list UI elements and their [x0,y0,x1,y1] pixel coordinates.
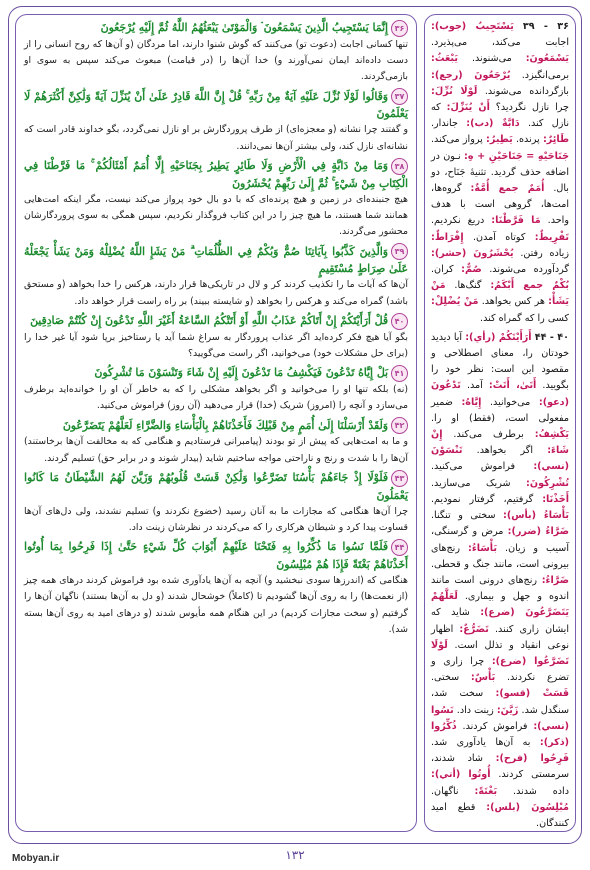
verse-arabic-text: إِنَّمَا يَسْتَجِيبُ الَّذِينَ يَسْمَعُونَ ۘ وَالْمَوْتَىٰ يَبْعَثُهُمُ اللَّهُ ثُمَّ إِلَيْهِ يُرْجَعُونَ [100,21,388,34]
glossary-term: طَائِرٌ: [542,134,569,146]
glossary-term: يُرْجَعُونَ (رجع): [431,69,511,81]
verse-block [24,538,408,638]
glossary-term: تَضَرُّعٌ: [459,623,489,635]
glossary-term: دَابَّةٌ (دب): [466,118,520,130]
verse-block [24,364,408,414]
verse-translation: بگو آیا هیچ فکر کرده‌اید اگر عذاب پروردگار به سراغ شما آید یا رستاخیز برپا شود آیا غیر خدا را (برای حل مشکلات خود) می‌خوانید، اگر راست می‌گویید؟ [24,331,408,359]
glossary-section [431,19,569,327]
glossary-term: يُحْشَرُونَ (حشر): [431,247,514,259]
glossary-definition: دریغ نکردیم. [431,215,485,227]
verse-translation: و گفتند چرا نشانه (و معجزه‌ای) از طرف پروردگارش بر او نازل نمی‌گردد، بگو خداوند قادر است که نشانه‌ای نازل کند، ولی بیشتر آن‌ها نمی‌دانند. [24,124,408,152]
verse-number-badge: ۳۸ [391,158,408,175]
glossary-definition: برمی‌انگیزد. [521,69,569,81]
verse-block [24,19,408,86]
glossary-term: أَرَأَيْتَكُمْ (رأي): [465,331,532,343]
glossary-definition: آمد. [466,380,483,392]
glossary-term: يَطِيرُ: [486,134,513,146]
verse-arabic-text: وَالَّذِينَ كَذَّبُوا بِآيَاتِنَا صُمٌّ وَبُكْمٌ فِي الظُّلُمَاتِ ۗ مَنْ يَشَإِ اللَّهُ يُضْلِلْهُ وَمَنْ يَشَأْ يَجْعَلْهُ عَلَىٰ صِرَاطٍ مُسْتَقِيمٍ [24,244,408,276]
glossary-definition: چرا زاری و تضرع نکردند. [431,655,569,684]
verse-block [24,88,408,155]
glossary-definition: زیاده رفتن. [520,247,569,259]
glossary-definition: کسی را که گمراه کند. [480,312,569,324]
verse-arabic-text: فَلَوْلَا إِذْ جَاءَهُمْ بَأْسُنَا تَضَرَّعُوا وَلَٰكِنْ قَسَتْ قُلُوبُهُمْ وَزَيَّنَ لَهُمُ الشَّيْطَانُ مَا كَانُوا يَعْمَلُونَ [24,471,408,502]
verse-block [24,312,408,362]
verse-arabic-text: وَلَقَدْ أَرْسَلْنَا إِلَىٰ أُمَمٍ مِنْ قَبْلِكَ فَأَخَذْنَاهُمْ بِالْبَأْسَاءِ وَالضَّرَّاءِ لَعَلَّهُمْ يَتَضَرَّعُونَ [62,418,388,432]
verse-number-badge: ۴۳ [391,470,408,487]
glossary-definition: هر کس بخواهد. [481,296,545,308]
verse-block [24,469,408,536]
verse-arabic [24,157,408,192]
glossary-definition: اگر بخواهد. [476,445,534,457]
glossary-definition: پرواز می‌کند. [431,134,483,146]
glossary-definition: ضمیر مفعولی است، (فقط) او را. [431,396,569,424]
verse-number-badge: ۴۱ [391,365,408,382]
glossary-term: أَتَىٰ، أَتَتْ: [488,380,537,392]
glossary-definition: رنج‌های درونی است مانند اندوه و جهل و بیماری. [431,574,569,603]
glossary-definition: نـون در اضافه حذف گردید. تثنیهٔ جَنَاح، دو بال. [431,150,569,195]
glossary-definition: زینت داد. [456,704,494,716]
glossary-term: ذُكِّرُوا (ذكر): [431,720,569,748]
glossary-section [431,330,569,832]
verse-arabic-text: وَقَالُوا لَوْلَا نُزِّلَ عَلَيْهِ آيَةٌ مِنْ رَبِّهِ ۚ قُلْ إِنَّ اللَّهَ قَادِرٌ عَلَىٰ أَنْ يُنَزِّلَ آيَةً وَلَٰكِنَّ أَكْثَرَهُمْ لَا يَعْلَمُونَ [24,89,408,121]
verse-arabic-text: بَلْ إِيَّاهُ تَدْعُونَ فَيَكْشِفُ مَا تَدْعُونَ إِلَيْهِ إِنْ شَاءَ وَتَنْسَوْنَ مَا تُشْرِكُونَ [94,366,388,380]
glossary-definition: که نازل کند. [431,102,569,130]
glossary-term: ضَرَّاءُ (ضرر): [507,526,569,538]
glossary-definition: گروه‌ها، امت‌ها، گروهی است با هدف واحد. [431,183,569,227]
glossary-term: بُكْمٌ جمع أَبْكَمُ: [490,280,569,292]
page-number: ۱۳۲ [285,848,305,862]
glossary-definition: شریک می‌سازید. [431,477,511,489]
glossary-definition: قطع امید کنندگان. [431,801,569,829]
verse-translation: چرا آن‌ها هنگامی که مجازات ما به آنان رسید (خضوع نکردند و) تسلیم نشدند، ولی دل‌های آن‌ها قساوت پیدا کرد و شیطان هرکاری را که می‌کردند در نظرشان زینت داد. [24,505,408,533]
verse-translation: و ما به امت‌هایی که پیش از تو بودند (پیامبرانی فرستادیم و هنگامی که به مخالفت آن‌ها برخاستند) آن‌ها را با شدت و رنج و ناراحتی مواجه ساختیم شاید (بیدار شوند و در برابر حق) تسلیم گردند. [24,436,408,464]
verse-block [24,417,408,467]
verse-translation: تنها کسانی اجابت (دعوت تو) می‌کنند که گوش شنوا دارند، اما مردگان (و آن‌ها که روح انسانی را از دست داده‌اند ایمان نمی‌آورند و) خدا آن‌ها را (در قیامت) مبعوث می‌کند سپس به سوی او بازمی‌گردند. [24,38,408,83]
verse-translation: هنگامی که (اندرزها سودی نبخشید و) آنچه به آن‌ها یادآوری شده بود فراموش کردند درهای همه چیز (از نعمت‌ها) را به روی آن‌ها گشودیم تا (کاملاً) خوشحال شدند (و دل به آن‌ها بستند) ناگهان آن‌ها را گرفتیم (و سخت مجازات کردیم) در این هنگام همه مأیوس شدند (و درهای امید به روی آن‌ها بسته شد). [24,574,408,636]
glossary-term: بَأْسَاءُ (بأس): [502,510,569,522]
verse-arabic [24,88,408,123]
verse-number-badge: ۴۴ [391,539,408,556]
glossary-definition: گنگ‌ها. [454,280,482,292]
glossary-definition: می‌خوانید. [489,396,531,408]
glossary-definition: برطرف می‌کند. [453,429,524,441]
glossary-term: إِنْ شَاءَ: [431,429,569,457]
glossary-term: أُمَمٌ جمع أُمَّةٌ: [470,183,545,195]
glossary-term: لَوْلَا تَضَرَّعُوا (ضرع): [431,639,569,667]
glossary-definition: شاد شدند، سرمستی کردند. [431,753,569,781]
glossary-definition: به آن‌ها یادآوری شد. [431,736,531,748]
glossary-definition: داده شدند. [513,785,569,797]
verse-arabic [24,469,408,504]
verse-arabic [24,538,408,573]
glossary-definition: کوتاه آمدن. [473,231,526,243]
glossary-term: جَنَاحَيْهِ = جَنَاحَيْنِ + هِ: [464,150,569,162]
glossary-definition: شاید که ایشان زاری کنند. [431,607,569,635]
glossary-term: يَسْتَجِيبُ (جوب): [431,21,514,32]
glossary-term: أَنْ يُنَزِّلَ: [446,102,490,114]
glossary-definition: پرنده. [515,134,540,146]
glossary-term: بَأْسٌ: [470,672,496,684]
glossary-column [424,14,576,832]
verse-arabic-text: فَلَمَّا نَسُوا مَا ذُكِّرُوا بِهِ فَتَحْنَا عَلَيْهِمْ أَبْوَابَ كُلِّ شَيْءٍ حَتَّىٰ إِذَا فَرِحُوا بِمَا أُوتُوا أَخَذْنَاهُمْ بَغْتَةً فَإِذَا هُمْ مُبْلِسُونَ [24,540,408,571]
glossary-term: تَدْعُونَ (دعو): [431,380,569,408]
glossary-range-heading: ۴۰ - ۴۴ [534,331,569,343]
glossary-term: مَا فَرَّطْنَا: [491,215,541,227]
glossary-definition: چرا نازل نگردید؟ [495,102,569,114]
glossary-term: صُمٌّ: [461,264,482,276]
glossary-term: بَغْتَةً: [474,785,498,797]
glossary-term: لَوْلَا نُزِّلَ: [431,85,478,97]
glossary-term: قَسَتْ (قسو): [495,688,569,700]
glossary-term: تُشْرِكُونَ: [526,477,569,489]
verse-translation: آن‌ها که آیات ما را تکذیب کردند کر و لال در تاریکی‌ها قرار دارند، هرکس را خدا بخواهد (و مستحق باشد) گمراه می‌کند و هرکس را بخواهد (و شایسته ببیند) بر راه راست قرار خواهد داد. [24,279,408,307]
verse-arabic [24,417,408,435]
glossary-term: يَبْعَثُ: [431,53,458,65]
glossary-term: تَنْسَوْنَ (نسي): [431,445,569,473]
glossary-term: أُوتُوا (أتي): [431,769,491,781]
glossary-definition: فراموش می‌کنید. [431,461,516,473]
glossary-definition: اجابت می‌کند، می‌پذیرد. [431,37,569,49]
glossary-term: زَيَّنَ: [496,704,519,716]
glossary-range-heading: ۳۶ - ۳۹ [522,21,569,32]
verse-arabic-text: قُلْ أَرَأَيْتَكُمْ إِنْ أَتَاكُمْ عَذَابُ اللَّهِ أَوْ أَتَتْكُمُ السَّاعَةُ أَغَيْرَ اللَّهِ تَدْعُونَ إِنْ كُنْتُمْ صَادِقِينَ [30,314,388,328]
verse-translation: هیچ جنبنده‌ای در زمین و هیچ پرنده‌ای که با دو بال خود پرواز می‌کند نیست، مگر اینکه امت‌هایی همانند شما هستند، ما هیچ چیز را در این کتاب فروگذار نکردیم، سپس همگی به سوی پروردگارشان محشور می‌گردند. [24,193,408,238]
glossary-term: مَنْ يُضْلِلْ: [431,296,479,308]
glossary-term: إِفْرَاطٌ: [431,231,464,243]
verse-translation: (نه) بلکه تنها او را می‌خوانید و اگر بخواهد مشکلی را که به خاطر آن او را خوانده‌اید برطرف می‌سازد و آنچه را (امروز) شریک (خدا) قرار می‌دهید (آن روز) فراموش می‌کنید. [24,383,408,412]
verse-number-badge: ۴۰ [391,313,408,330]
glossary-term: مُبْلِسُونَ (بلس): [486,801,569,813]
glossary-term: يَسْمَعُونَ: [525,53,569,65]
glossary-term: فَرِحُوا (فرح): [495,753,569,765]
glossary-definition: کران. [431,264,454,276]
glossary-term: إِيَّاهُ: [461,396,482,408]
verse-arabic [24,312,408,330]
glossary-term: تَفْرِيطٌ: [534,231,569,243]
verse-block [24,243,408,310]
verse-arabic [24,243,408,278]
glossary-definition: مرض و گرسنگی، آسیب و زیان. [431,526,569,554]
verse-arabic [24,19,408,37]
glossary-definition: جاندار. [431,118,458,130]
verse-number-badge: ۳۹ [391,243,408,260]
verse-number-badge: ۳۷ [391,88,408,105]
glossary-definition: اظهار نوعی انقیاد و تذلل است. [431,623,569,651]
verses-column [15,14,417,832]
glossary-definition: گردآورده می‌شوند. [489,264,569,276]
verse-arabic-text: وَمَا مِنْ دَابَّةٍ فِي الْأَرْضِ وَلَا طَائِرٍ يَطِيرُ بِجَنَاحَيْهِ إِلَّا أُمَمٌ أَمْثَالُكُمْ ۚ مَا فَرَّطْنَا فِي الْكِتَابِ مِنْ شَيْءٍ ۚ ثُمَّ إِلَىٰ رَبِّهِمْ يُحْشَرُونَ [24,159,408,190]
verse-block [24,157,408,241]
glossary-definition: گرفتیم، گرفتار نمودیم. [431,493,534,505]
glossary-definition: آیا دیدید خودتان را، معنای اصطلاحی و مقصود این است: نظر خود را بگویید. [431,331,569,392]
glossary-term: يَكْشِفُ: [534,429,569,441]
glossary-definition: سختی. [431,672,460,684]
verse-number-badge: ۳۶ [391,20,408,37]
glossary-definition: فراموش کردند. [462,720,528,732]
glossary-term: ضَرَّاءُ: [541,574,569,586]
glossary-definition: سخت شد، سنگدل شد. [431,688,569,716]
glossary-term: أَخَذْنَا: [542,493,569,505]
glossary-term: بَأْسَاءُ: [468,542,497,554]
glossary-term: لَعَلَّهُمْ يَتَضَرَّعُونَ (ضرع): [431,591,569,619]
glossary-definition: سختی و تنگنا. [431,510,496,522]
glossary-definition: ناگهان. [431,785,459,797]
verse-arabic [24,364,408,382]
glossary-definition: بازگردانده می‌شوند. [484,85,569,97]
verse-number-badge: ۴۲ [391,417,408,434]
glossary-term: نَسُوا (نسي): [431,704,569,732]
glossary-definition: می‌شنوند. [471,53,512,65]
site-watermark: Mobyan.ir [12,853,60,864]
glossary-definition: رنج‌های بیرونی است، مانند جنگ و قحطی. [431,542,569,570]
glossary-term: مَنْ يَشَأْ: [431,280,569,308]
